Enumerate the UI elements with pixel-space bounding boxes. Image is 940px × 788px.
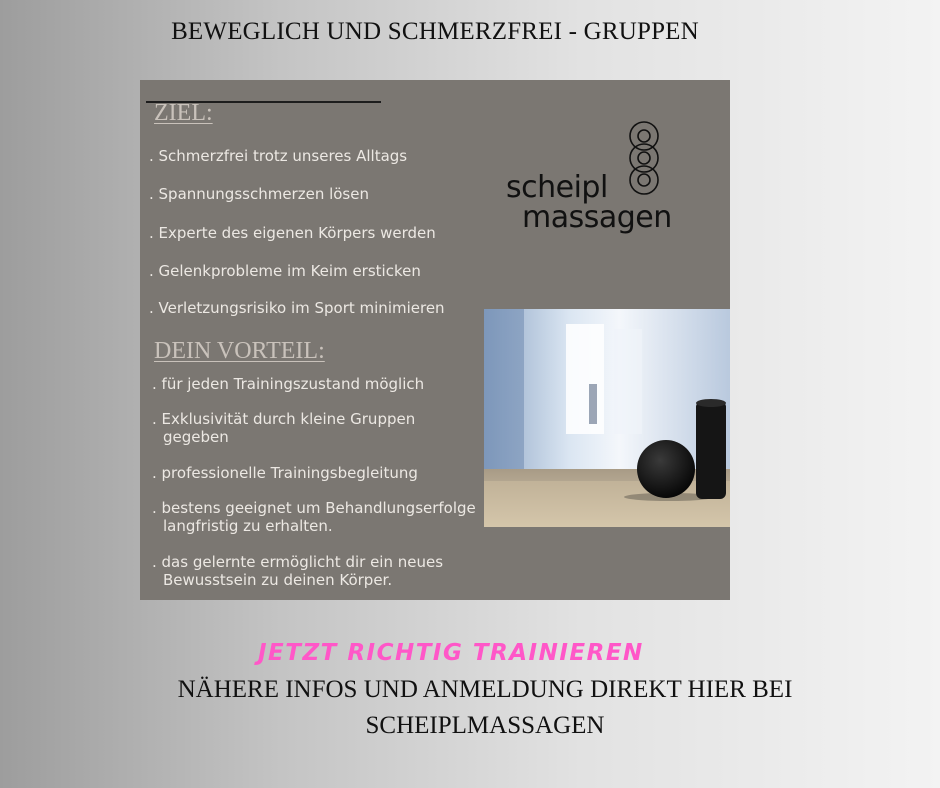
advantage-item: . professionelle Trainingsbegleitung <box>152 464 418 482</box>
goal-heading: ZIEL: <box>154 100 213 126</box>
call-to-action: JETZT RICHTIG TRAINIEREN <box>258 640 644 666</box>
logo-text-line2: massagen <box>522 200 672 235</box>
goal-item: . Schmerzfrei trotz unseres Alltags <box>149 147 408 165</box>
info-panel <box>140 80 730 600</box>
goal-item: . Experte des eigenen Körpers werden <box>149 224 436 242</box>
advantage-item: . das gelernte ermöglicht dir ein neues <box>152 553 444 571</box>
info-line-2: SCHEIPLMASSAGEN <box>365 712 605 739</box>
advantage-item: . für jeden Trainingszustand möglich <box>152 375 425 393</box>
fitness-ball-and-roller-photo <box>484 309 730 527</box>
advantage-item: gegeben <box>163 428 229 446</box>
info-line-1: NÄHERE INFOS UND ANMELDUNG DIREKT HIER BEI <box>177 676 793 703</box>
advantage-item: langfristig zu erhalten. <box>163 517 333 535</box>
advantage-item: . Exklusivität durch kleine Gruppen <box>152 410 416 428</box>
advantage-item: . bestens geeignet um Behandlungserfolge <box>152 499 476 517</box>
logo-circles-icon <box>627 121 661 195</box>
goal-item: . Verletzungsrisiko im Sport minimieren <box>149 299 445 317</box>
advantage-heading: DEIN VORTEIL: <box>154 338 325 364</box>
goal-item: . Gelenkprobleme im Keim ersticken <box>149 262 421 280</box>
goal-item: . Spannungsschmerzen lösen <box>149 185 369 203</box>
page-title: BEWEGLICH UND SCHMERZFREI - GRUPPEN <box>171 18 699 45</box>
advantage-item: Bewusstsein zu deinen Körper. <box>163 571 393 589</box>
logo-text-line1: scheipl <box>506 170 608 205</box>
